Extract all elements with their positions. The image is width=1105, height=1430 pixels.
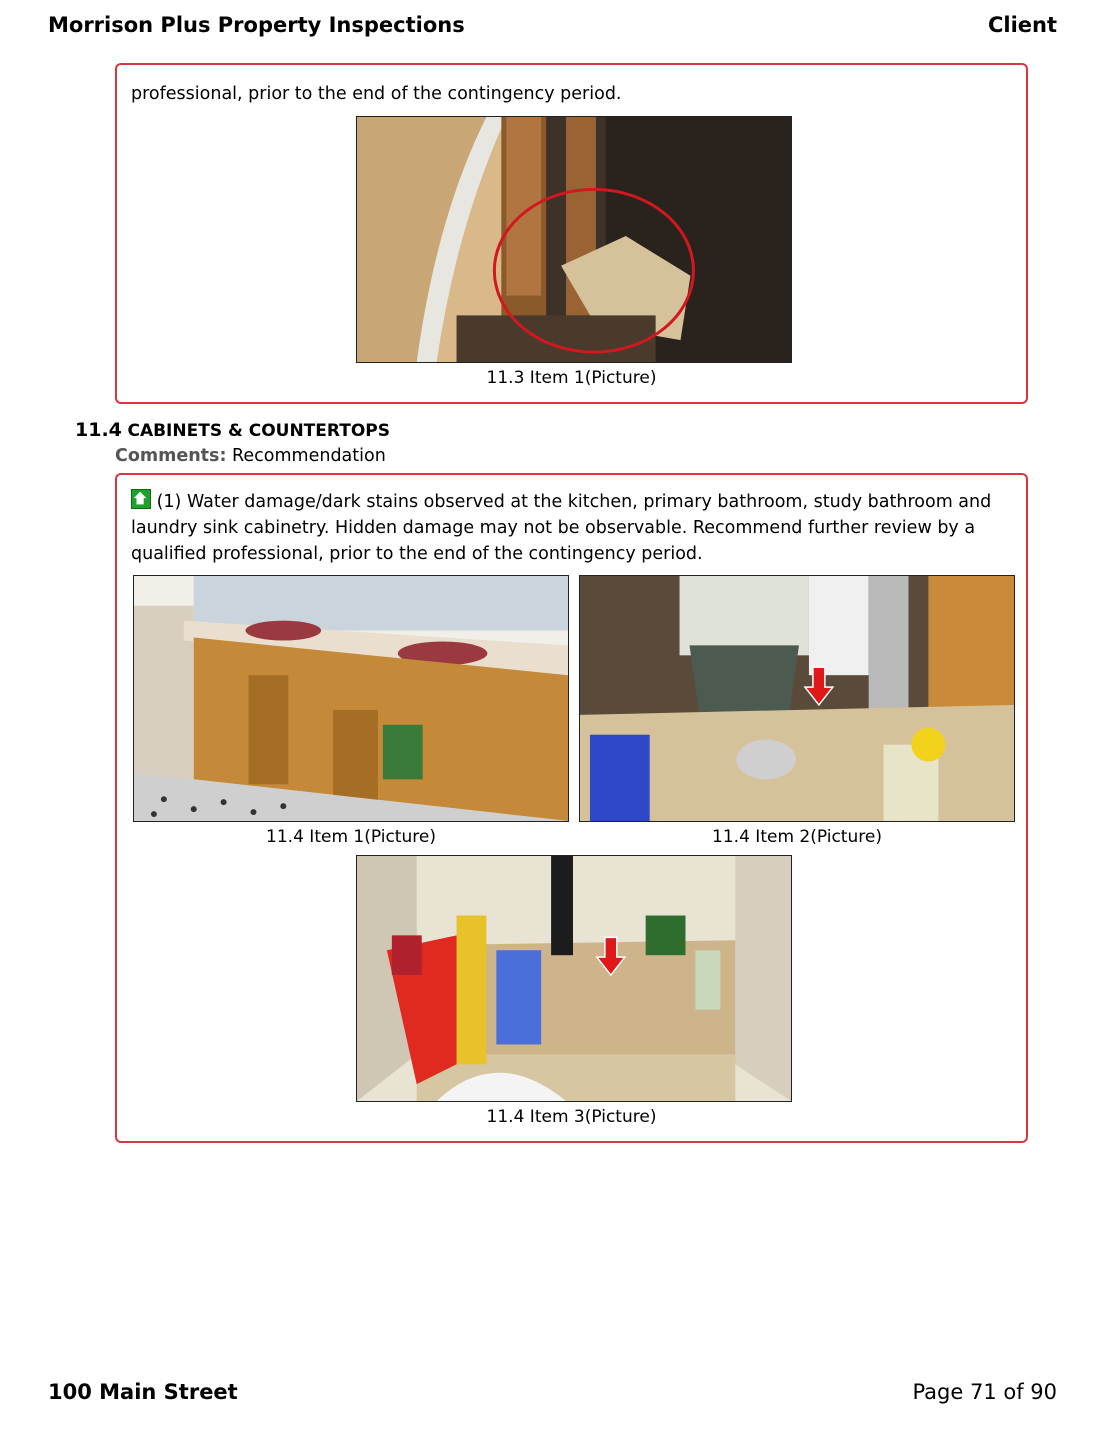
company-name: Morrison Plus Property Inspections [48, 13, 465, 37]
client-label: Client [987, 13, 1057, 37]
comment-text: professional, prior to the end of the contingency period. [131, 84, 622, 104]
section-title: CABINETS & COUNTERTOPS [127, 421, 390, 441]
photo-11-4-item-1[interactable] [133, 575, 569, 822]
comment-box-11-4 [115, 473, 1028, 1143]
comment-text [131, 489, 1012, 567]
photo-11-3-item-1[interactable] [356, 116, 792, 363]
item-description: Water damage/dark stains observed at the kitchen, primary bathroom, study bathroom and laundry sink cabinetry. Hidden damage may not be observable. Recommend further review by a qualified professional, prior to the end of the contingency period. [131, 492, 992, 564]
photo-caption: 11.4 Item 2(Picture) [712, 827, 882, 847]
photo-11-4-item-2[interactable] [579, 575, 1015, 822]
photo-caption: 11.3 Item 1(Picture) [486, 368, 657, 388]
comments-line [115, 446, 386, 466]
photo-caption: 11.4 Item 1(Picture) [266, 827, 436, 847]
comments-value: Recommendation [232, 446, 386, 466]
comments-label: Comments: [115, 446, 227, 466]
comment-box-11-3 [115, 63, 1028, 404]
recommendation-house-icon [131, 489, 151, 509]
property-address: 100 Main Street [48, 1380, 238, 1404]
section-heading [75, 419, 390, 441]
photo-caption: 11.4 Item 3(Picture) [486, 1107, 657, 1127]
item-number: (1) [156, 492, 182, 512]
photo-11-4-item-3[interactable] [356, 855, 792, 1102]
page-number: Page 71 of 90 [912, 1380, 1057, 1404]
section-number: 11.4 [75, 419, 122, 441]
